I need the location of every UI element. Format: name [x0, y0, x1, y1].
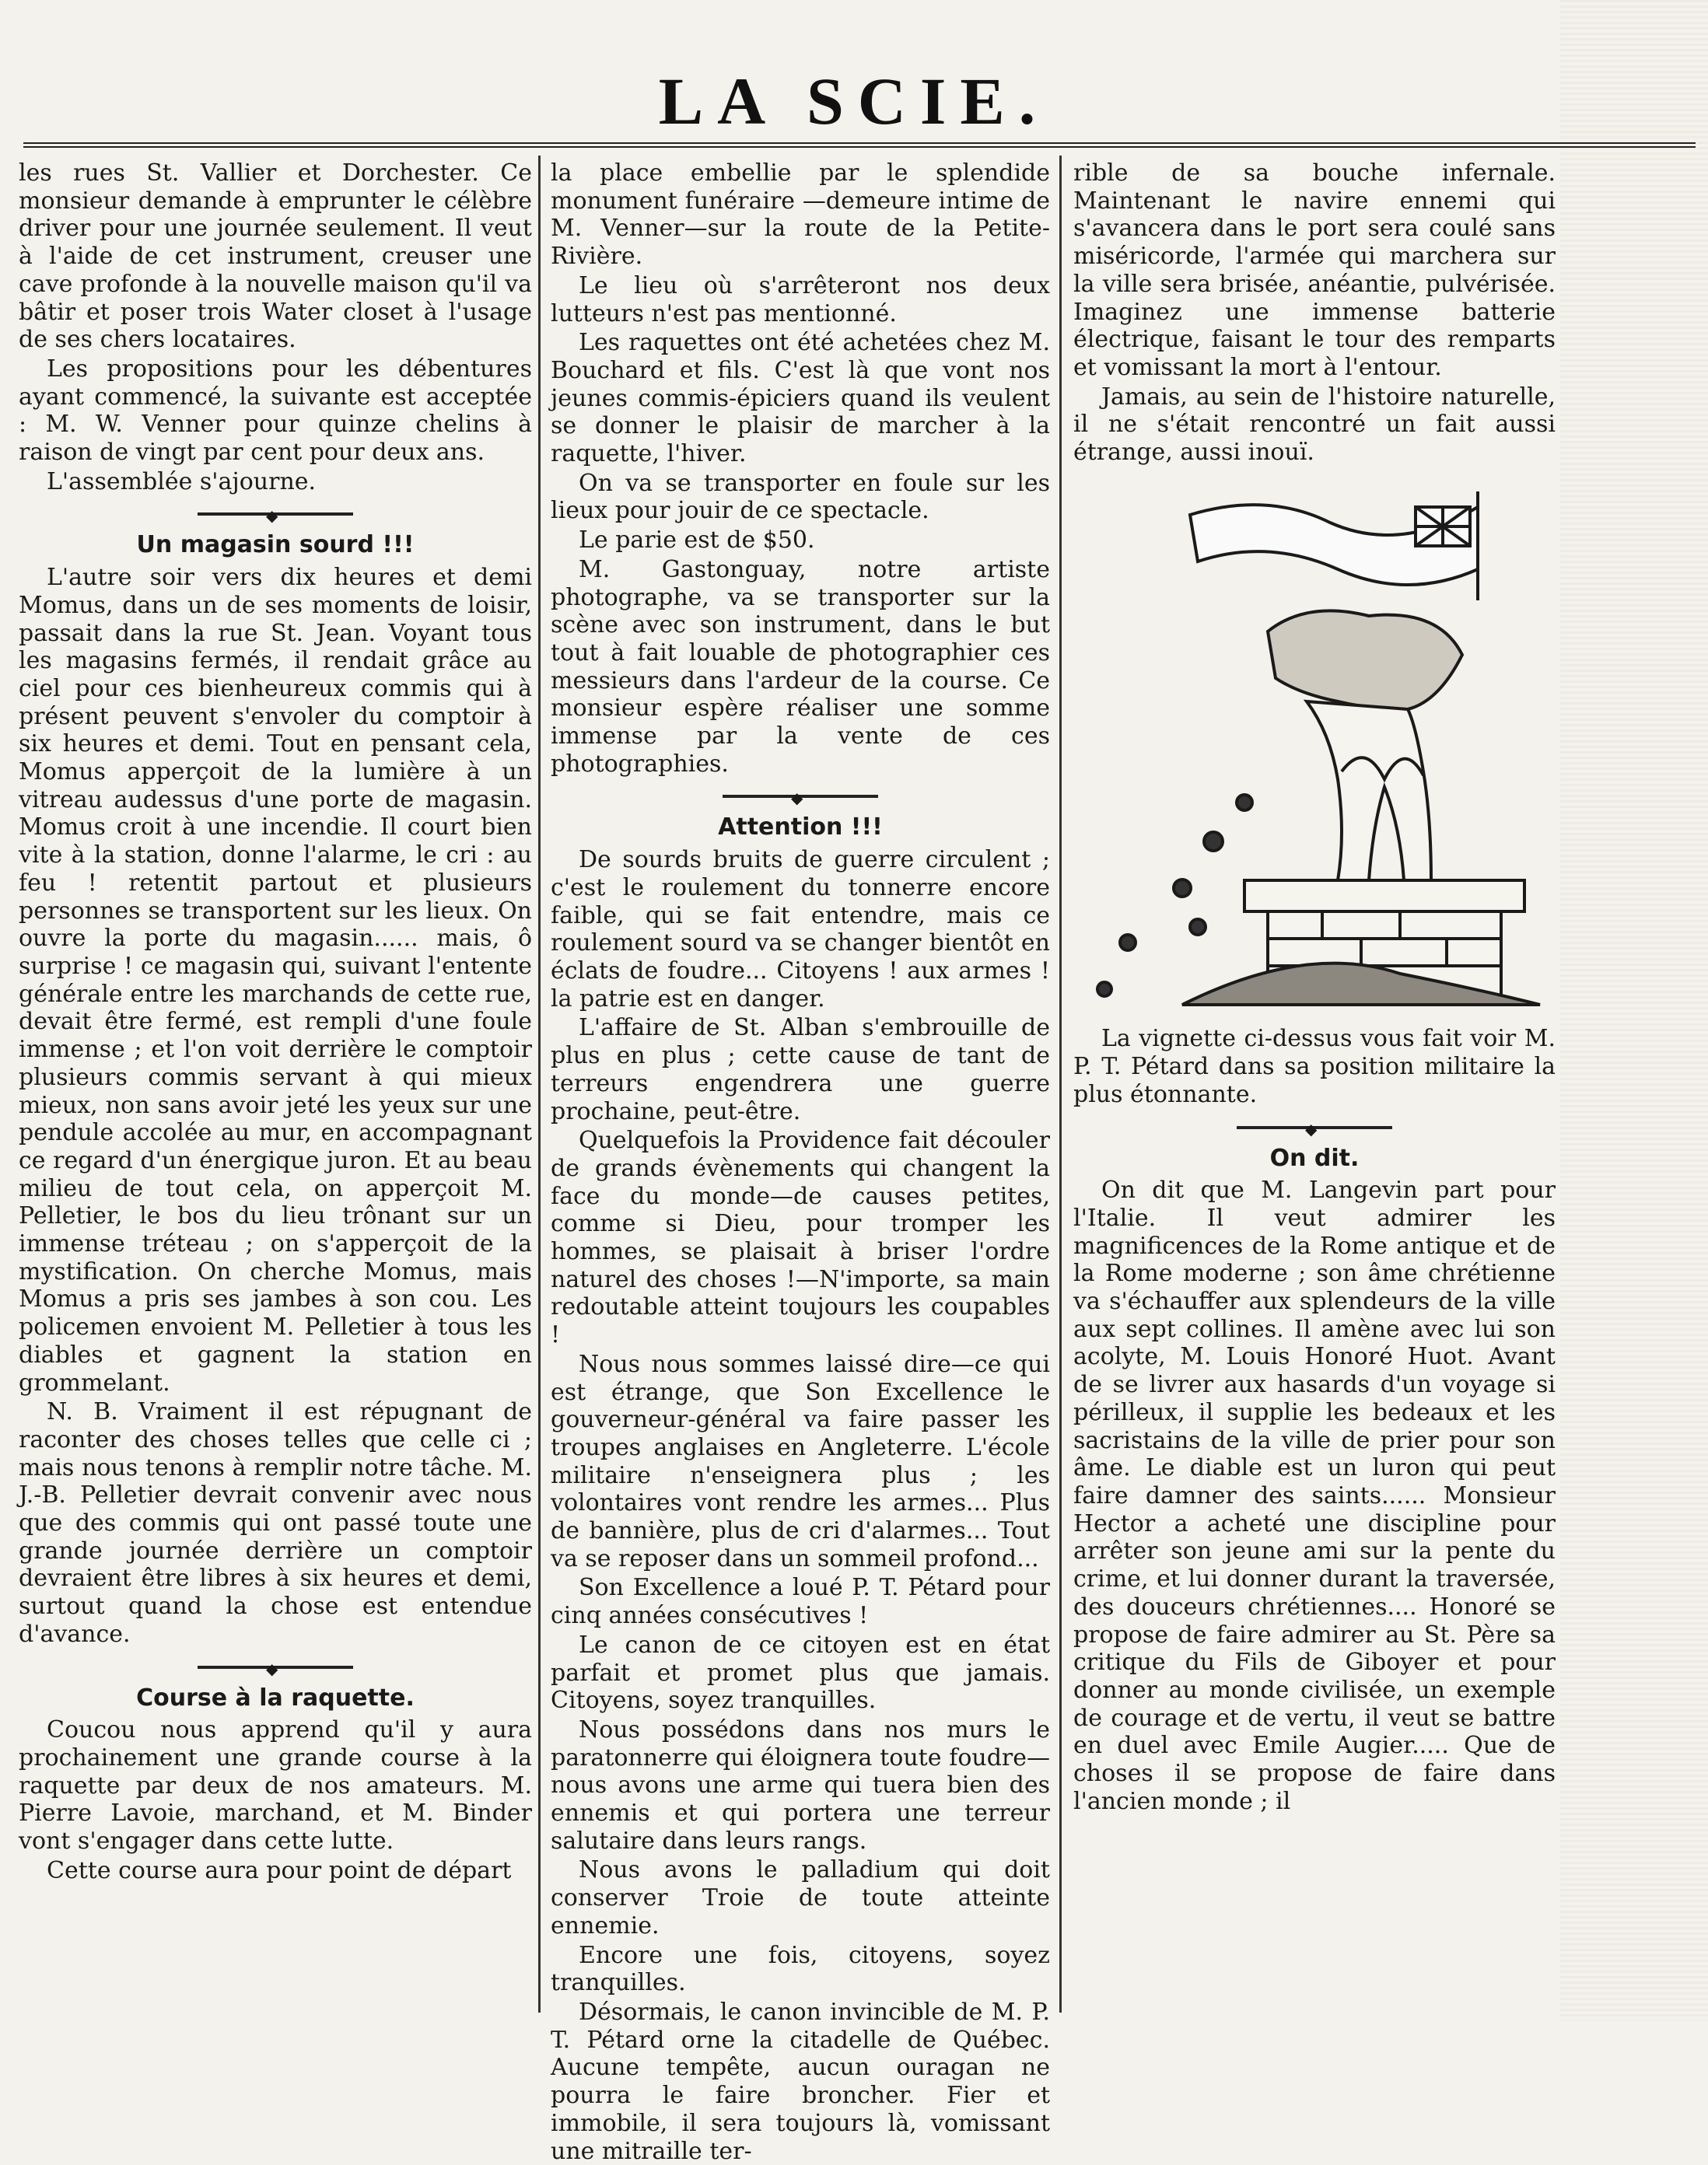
paragraph: On va se transporter en foule sur les lieux pour jouir de ce spectacle. — [551, 469, 1050, 525]
section-separator — [198, 512, 353, 516]
paragraph: Nous nous sommes laissé dire—ce qui est étrange, que Son Excellence le gouverneur-général va faire passer les troupes anglaises en Angleterre. L'école militaire n'enseignera plus ; les volontaires vont rendre les armes... Plus de bannière, plus de cri d'alarmes... Tout va se reposer dans un sommeil profond... — [551, 1350, 1050, 1572]
paragraph: De sourds bruits de guerre circulent ; c'est le roulement du tonnerre encore faible, qui se fait entendre, mais ce roulement sourd va se changer bientôt en éclats de foudre... Citoyens ! aux armes ! la patrie est en danger. — [551, 846, 1050, 1013]
paragraph: L'assemblée s'ajourne. — [47, 467, 317, 495]
column-3 — [1073, 159, 1556, 2005]
paragraph: On dit que M. Langevin part pour l'Italie. Il veut admirer les magnificences de la Rome antique et de la Rome moderne ; son âme chrétienne va s'échauffer aux splendeurs de la ville aux sept collines. Il amène avec lui son acolyte, M. Louis Honoré Huot. Avant de se livrer aux hasards d'un voyage si périlleux, il supplie les bedeaux et les sacristains de la ville de prier pour son âme. Le diable est un luron qui peut faire damner des saints...... Monsieur Hector a acheté une discipline pour arrêter son jeune ami sur la pente du crime, et lui donner durant la traversée, des douceurs chrétiennes.... Honoré se propose de faire admirer au St. Père sa critique du Fils de Giboyer et pour donner au monde civilisée, un exemple de courage et de vertu, il veut se battre en duel avec Emile Augier..... Que de choses il se propose de faire dans l'ancien monde ; il — [1073, 1177, 1556, 1815]
paragraph: Le canon de ce citoyen est en état parfait et promet plus que jamais. Citoyens, soyez tranquilles. — [551, 1631, 1050, 1715]
paragraph: Coucou nous apprend qu'il y aura prochainement une grande course à la raquette par deux de nos amateurs. M. Pierre Lavoie, marchand, et M. Binder vont s'engager dans cette lutte. — [19, 1716, 532, 1855]
paragraph: Encore une fois, citoyens, soyez tranquilles. — [551, 1941, 1050, 1997]
section-separator — [198, 1666, 353, 1669]
column-divider — [538, 156, 541, 2013]
paragraph: Jamais, au sein de l'histoire naturelle, il ne s'était rencontré un fait aussi étrange, aussi inouï. — [1073, 383, 1556, 467]
section-separator — [1237, 1126, 1392, 1129]
paragraph: Cette course aura pour point de départ — [47, 1856, 512, 1884]
paragraph: rible de sa bouche infernale. Maintenant le navire ennemi qui s'avancera dans le port sera coulé sans miséricorde, l'armée qui marchera sur la ville sera brisée, anéantie, pulvérisée. Imaginez une immense batterie électrique, faisant le tour des remparts et vomissant la mort à l'entour. — [1073, 159, 1556, 381]
paragraph: Nous possédons dans nos murs le paratonnerre qui éloignera toute foudre—nous avons une arme qui tuera bien des ennemis et qui portera une terreur salutaire dans leurs rangs. — [551, 1716, 1050, 1855]
article-heading: Course à la raquette. — [136, 1684, 415, 1712]
paragraph: Désormais, le canon invincible de M. P. T. Pétard orne la citadelle de Québec. Aucune tempête, aucun ouragan ne pourra le faire broncher. Fier et immobile, il sera toujours là, vomissant une mitraille ter- — [551, 1999, 1050, 2165]
masthead: LA SCIE. — [658, 64, 1050, 138]
masthead-rule — [23, 142, 1696, 148]
paragraph: les rues St. Vallier et Dorchester. Ce monsieur demande à emprunter le célèbre driver pour une journée seulement. Il veut à l'aide de cet instrument, creuser une cave profonde à la nouvelle maison qu'il va bâtir et poser trois Water closet à l'usage de ses chers locataires. — [19, 159, 532, 354]
paragraph: M. Gastonguay, notre artiste photographe, va se transporter sur la scène avec son instrument, dans le but tout à fait louable de photographier ces messieurs dans l'ardeur de la course. Ce monsieur espère réaliser une somme immense par la vente de ces photographies. — [551, 555, 1050, 778]
page-edge-texture — [1560, 0, 1708, 2020]
section-separator — [723, 795, 878, 798]
column-2 — [551, 159, 1050, 2165]
article-heading: Attention !!! — [718, 813, 883, 841]
column-divider — [1059, 156, 1062, 2013]
paragraph: Quelquefois la Providence fait découler de grands évènements qui changent la face du monde—de causes petites, comme si Dieu, pour tromper les hommes, se plaisait à briser l'ordre naturel des choses !—N'importe, sa main redoutable atteint toujours les coupables ! — [551, 1127, 1050, 1349]
paragraph: Son Excellence a loué P. T. Pétard pour cinq années consécutives ! — [551, 1574, 1050, 1630]
vignette-illustration — [1073, 476, 1556, 1005]
article-heading: On dit. — [1269, 1144, 1360, 1172]
paragraph: Nous avons le palladium qui doit conserver Troie de toute atteinte ennemie. — [551, 1856, 1050, 1939]
paragraph: la place embellie par le splendide monument funéraire —demeure intime de M. Venner—sur la route de la Petite-Rivière. — [551, 159, 1050, 271]
paragraph: Le parie est de $50. — [579, 526, 815, 554]
paragraph: Les propositions pour les débentures ayant commencé, la suivante est acceptée : M. W. Venner pour quinze chelins à raison de vingt par cent pour deux ans. — [19, 355, 532, 467]
paragraph: L'affaire de St. Alban s'embrouille de plus en plus ; cette cause de tant de terreurs engendrera une guerre prochaine, peut-être. — [551, 1014, 1050, 1125]
article-heading: Un magasin sourd !!! — [136, 531, 415, 559]
paragraph: Les raquettes ont été achetées chez M. Bouchard et fils. C'est là que vont nos jeunes commis-épiciers quand ils veulent se donner le plaisir de marcher à la raquette, l'hiver. — [551, 329, 1050, 468]
paragraph: N. B. Vraiment il est répugnant de raconter des choses telles que celle ci ; mais nous tenons à remplir notre tâche. M. J.-B. Pelletier devrait convenir avec nous que des commis qui ont passé toute une grande journée derrière un comptoir devraient être libres à six heures et demi, surtout quand la chose est entendue d'avance. — [19, 1398, 532, 1648]
paragraph: L'autre soir vers dix heures et demi Momus, dans un de ses moments de loisir, passait dans la rue St. Jean. Voyant tous les magasins fermés, il rendait grâce au ciel pour ces bienheureux commis qui à présent peuvent s'envoler du comptoir à six heures et demi. Tout en pensant cela, Momus apperçoit de la lumière à un vitreau audessus d'une porte de magasin. Momus croit à une incendie. Il court bien vite à la station, donne l'alarme, le cri : au feu ! retentit partout et plusieurs personnes se transportent sur les lieux. On ouvre la porte du magasin...... mais, ô surprise ! ce magasin qui, suivant l'entente générale entre les marchands de cette rue, devait être fermé, est rempli d'une foule immense ; et l'on voit derrière le comptoir plusieurs commis servant à qui mieux mieux, non sans avoir jeté les yeux sur une pendule accolée au mur, en accompagnant ce regard d'un énergique juron. Et au beau milieu de tout cela, on apperçoit M. Pelletier, le bos du lieu trônant sur un immense tréteau ; on s'apperçoit de la mystification. On cherche Momus, mais Momus a pris ses jambes à son cou. Les policemen envoient M. Pelletier à tous les diables et gagnent la station en grommelant. — [19, 564, 532, 1397]
vignette-caption: La vignette ci-dessus vous fait voir M. P. T. Pétard dans sa position militaire la plus étonnante. — [1073, 1025, 1556, 1108]
paragraph: Le lieu où s'arrêteront nos deux lutteurs n'est pas mentionné. — [551, 271, 1050, 327]
column-1 — [19, 159, 532, 2005]
